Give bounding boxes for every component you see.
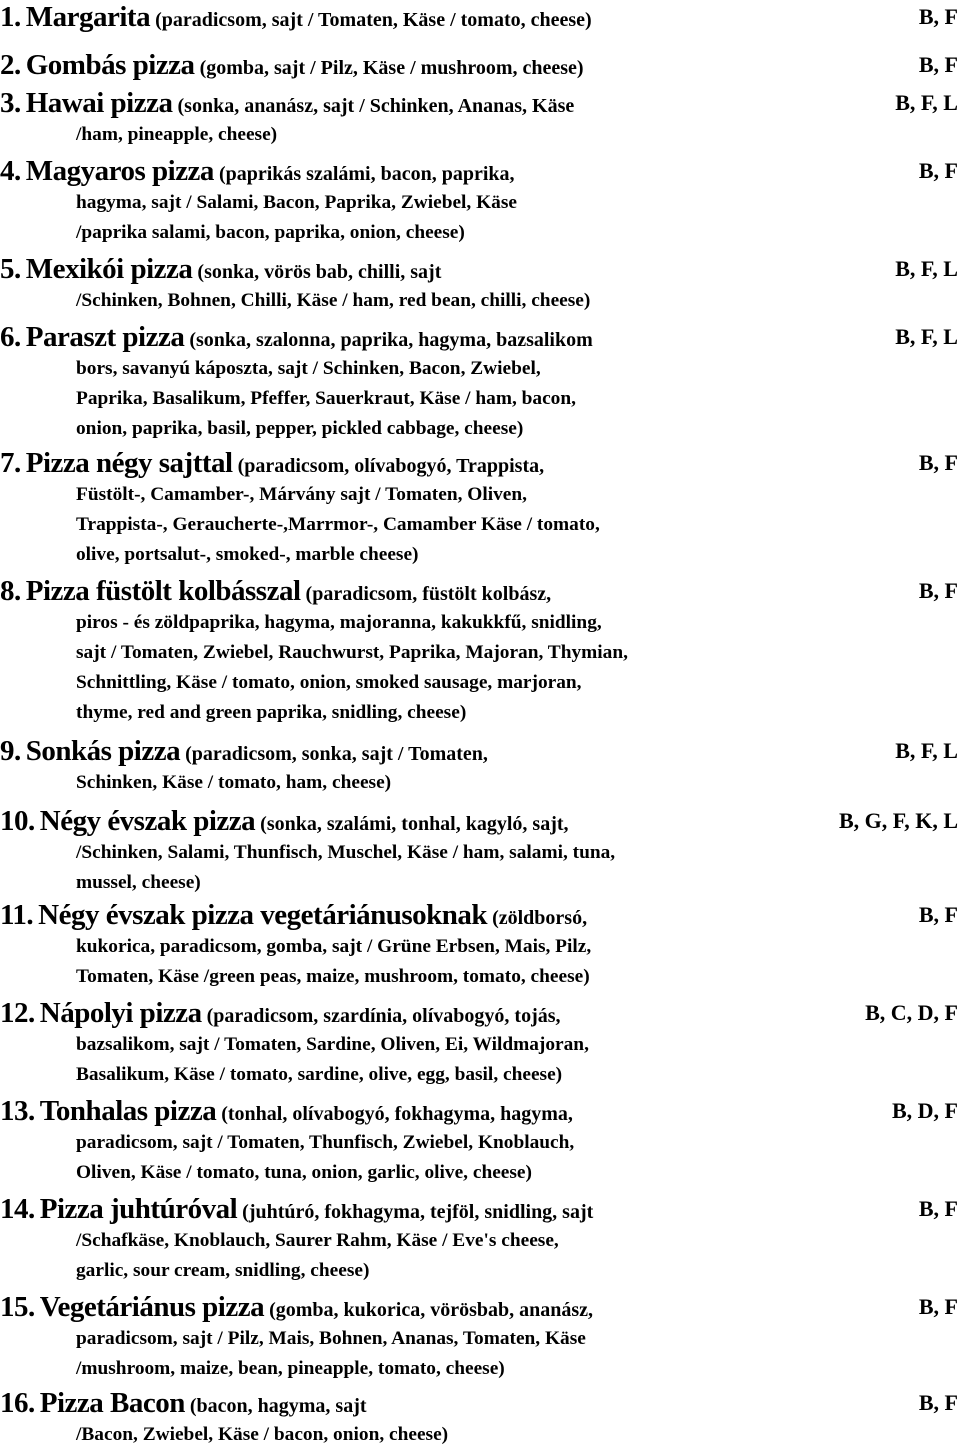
menu-item-header	[0, 86, 960, 120]
menu-item	[0, 0, 960, 34]
allergen-codes: B, D, F	[892, 1098, 958, 1123]
menu-item	[0, 154, 960, 248]
ingredients-line: mussel, cheese)	[76, 872, 201, 893]
menu-item	[0, 1094, 960, 1188]
item-number: 8.	[0, 575, 21, 607]
allergen-codes: B, F	[918, 158, 958, 183]
ingredients-text: (zöldborsó,	[492, 907, 588, 929]
ingredients-line: Schinken, Käse / tomato, ham, cheese)	[76, 772, 392, 793]
pizza-name: Vegetáriánus pizza	[39, 1291, 265, 1323]
pizza-name: Pizza Bacon	[39, 1387, 185, 1419]
ingredients-line: Paprika, Basalikum, Pfeffer, Sauerkraut, Käse / ham, bacon,	[76, 388, 576, 409]
ingredients-text: (paradicsom, szardínia, olívabogyó, tojás,	[206, 1005, 561, 1027]
ingredients-text: (sonka, szalonna, paprika, hagyma, bazsalikom	[189, 329, 593, 351]
allergen-codes: B, C, D, F	[865, 1000, 958, 1025]
ingredients-line: Tomaten, Käse /green peas, maize, mushroom, tomato, cheese)	[76, 966, 590, 987]
menu-item-header	[0, 804, 960, 838]
menu-item-header	[0, 252, 960, 286]
ingredients-line: /Schafkäse, Knoblauch, Saurer Rahm, Käse / Eve's cheese,	[76, 1230, 559, 1251]
pizza-name: Négy évszak pizza vegetáriánusoknak	[38, 899, 488, 931]
ingredients-text: (gomba, sajt / Pilz, Käse / mushroom, cheese)	[199, 57, 584, 79]
allergen-codes: B, F	[918, 902, 958, 927]
ingredients-line: onion, paprika, basil, pepper, pickled cabbage, cheese)	[76, 418, 524, 439]
pizza-name: Nápolyi pizza	[39, 997, 202, 1029]
menu-item	[0, 574, 960, 728]
item-number: 12.	[0, 997, 35, 1029]
ingredients-line: paradicsom, sajt / Tomaten, Thunfisch, Zwiebel, Knoblauch,	[76, 1132, 575, 1153]
item-number: 2.	[0, 49, 21, 81]
allergen-codes: B, F	[918, 578, 958, 603]
ingredients-text: (sonka, vörös bab, chilli, sajt	[197, 261, 442, 283]
menu-item	[0, 320, 960, 444]
item-number: 15.	[0, 1291, 35, 1323]
menu-item-header	[0, 446, 960, 480]
item-number: 1.	[0, 1, 21, 33]
menu-item-header	[0, 154, 960, 188]
ingredients-text: (sonka, szalámi, tonhal, kagyló, sajt,	[260, 813, 569, 835]
menu-item-header	[0, 734, 960, 768]
item-number: 4.	[0, 155, 21, 187]
ingredients-line: /Schinken, Salami, Thunfisch, Muschel, Käse / ham, salami, tuna,	[76, 842, 616, 863]
allergen-codes: B, F, L	[895, 90, 958, 115]
ingredients-line: Basalikum, Käse / tomato, sardine, olive, egg, basil, cheese)	[76, 1064, 563, 1085]
pizza-name: Margarita	[25, 1, 151, 33]
allergen-codes: B, G, F, K, L	[839, 808, 958, 833]
ingredients-line: sajt / Tomaten, Zwiebel, Rauchwurst, Paprika, Majoran, Thymian,	[76, 642, 628, 663]
ingredients-line: kukorica, paradicsom, gomba, sajt / Grüne Erbsen, Mais, Pilz,	[76, 936, 592, 957]
ingredients-line: Trappista-, Geraucherte-,Marrmor-, Camamber Käse / tomato,	[76, 514, 600, 535]
menu-item-header	[0, 898, 960, 932]
ingredients-text: (tonhal, olívabogyó, fokhagyma, hagyma,	[221, 1103, 573, 1125]
menu-item	[0, 996, 960, 1090]
ingredients-line: Oliven, Käse / tomato, tuna, onion, garlic, olive, cheese)	[76, 1162, 532, 1183]
ingredients-line: Schnittling, Käse / tomato, onion, smoked sausage, marjoran,	[76, 672, 582, 693]
ingredients-line: /mushroom, maize, bean, pineapple, tomato, cheese)	[76, 1358, 505, 1379]
ingredients-text: (bacon, hagyma, sajt	[189, 1395, 367, 1417]
ingredients-text: (paradicsom, sonka, sajt / Tomaten,	[185, 743, 488, 765]
menu-item	[0, 898, 960, 992]
pizza-name: Magyaros pizza	[25, 155, 214, 187]
ingredients-line: /Schinken, Bohnen, Chilli, Käse / ham, red bean, chilli, cheese)	[76, 290, 591, 311]
menu-item-header	[0, 1386, 960, 1420]
allergen-codes: B, F	[918, 450, 958, 475]
menu-item-header	[0, 320, 960, 354]
pizza-name: Mexikói pizza	[25, 253, 193, 285]
ingredients-line: /paprika salami, bacon, paprika, onion, cheese)	[76, 222, 465, 243]
ingredients-text: (paradicsom, füstölt kolbász,	[305, 583, 552, 605]
item-number: 10.	[0, 805, 35, 837]
item-number: 6.	[0, 321, 21, 353]
allergen-codes: B, F	[918, 52, 958, 77]
menu-item-header	[0, 1094, 960, 1128]
pizza-name: Gombás pizza	[25, 49, 195, 81]
ingredients-text: (sonka, ananász, sajt / Schinken, Ananas, Käse	[177, 95, 575, 117]
item-number: 11.	[0, 899, 34, 931]
allergen-codes: B, F	[918, 1294, 958, 1319]
ingredients-line: garlic, sour cream, snidling, cheese)	[76, 1260, 370, 1281]
menu-item	[0, 1192, 960, 1286]
item-number: 5.	[0, 253, 21, 285]
menu-item	[0, 446, 960, 570]
ingredients-line: bazsalikom, sajt / Tomaten, Sardine, Oliven, Ei, Wildmajoran,	[76, 1034, 589, 1055]
item-number: 3.	[0, 87, 21, 119]
ingredients-line: olive, portsalut-, smoked-, marble cheese)	[76, 544, 419, 565]
ingredients-text: (paradicsom, sajt / Tomaten, Käse / tomato, cheese)	[155, 9, 592, 31]
menu-item	[0, 734, 960, 798]
item-number: 16.	[0, 1387, 35, 1419]
pizza-name: Hawai pizza	[25, 87, 173, 119]
menu-item-header	[0, 0, 960, 34]
allergen-codes: B, F	[918, 1390, 958, 1415]
menu-item-header	[0, 48, 960, 82]
ingredients-line: thyme, red and green paprika, snidling, cheese)	[76, 702, 467, 723]
item-number: 9.	[0, 735, 21, 767]
pizza-name: Négy évszak pizza	[39, 805, 256, 837]
item-number: 7.	[0, 447, 21, 479]
ingredients-text: (gomba, kukorica, vörösbab, ananász,	[269, 1299, 594, 1321]
ingredients-line: Füstölt-, Camamber-, Márvány sajt / Tomaten, Oliven,	[76, 484, 527, 505]
pizza-name: Sonkás pizza	[25, 735, 181, 767]
ingredients-line: bors, savanyú káposzta, sajt / Schinken, Bacon, Zwiebel,	[76, 358, 541, 379]
menu-item-header	[0, 574, 960, 608]
ingredients-line: piros - és zöldpaprika, hagyma, majoranna, kakukkfű, snidling,	[76, 612, 602, 633]
menu-item-header	[0, 996, 960, 1030]
ingredients-text: (juhtúró, fokhagyma, tejföl, snidling, sajt	[242, 1201, 594, 1223]
ingredients-text: (paprikás szalámi, bacon, paprika,	[218, 163, 515, 185]
pizza-name: Pizza juhtúróval	[39, 1193, 238, 1225]
allergen-codes: B, F	[918, 1196, 958, 1221]
item-number: 14.	[0, 1193, 35, 1225]
item-number: 13.	[0, 1095, 35, 1127]
ingredients-line: hagyma, sajt / Salami, Bacon, Paprika, Zwiebel, Käse	[76, 192, 517, 213]
pizza-name: Pizza négy sajttal	[25, 447, 233, 479]
ingredients-line: /ham, pineapple, cheese)	[76, 124, 278, 145]
allergen-codes: B, F, L	[895, 256, 958, 281]
pizza-name: Paraszt pizza	[25, 321, 185, 353]
menu-item-header	[0, 1192, 960, 1226]
menu-item	[0, 804, 960, 898]
menu-item	[0, 1290, 960, 1384]
allergen-codes: B, F	[918, 4, 958, 29]
ingredients-text: (paradicsom, olívabogyó, Trappista,	[237, 455, 545, 477]
menu-item	[0, 86, 960, 150]
allergen-codes: B, F, L	[895, 738, 958, 763]
ingredients-line: paradicsom, sajt / Pilz, Mais, Bohnen, Ananas, Tomaten, Käse	[76, 1328, 586, 1349]
menu-item	[0, 1386, 960, 1450]
menu-item	[0, 48, 960, 82]
allergen-codes: B, F, L	[895, 324, 958, 349]
menu-item	[0, 252, 960, 316]
pizza-name: Tonhalas pizza	[39, 1095, 217, 1127]
ingredients-line: /Bacon, Zwiebel, Käse / bacon, onion, cheese)	[76, 1424, 449, 1445]
menu-item-header	[0, 1290, 960, 1324]
pizza-name: Pizza füstölt kolbásszal	[25, 575, 301, 607]
